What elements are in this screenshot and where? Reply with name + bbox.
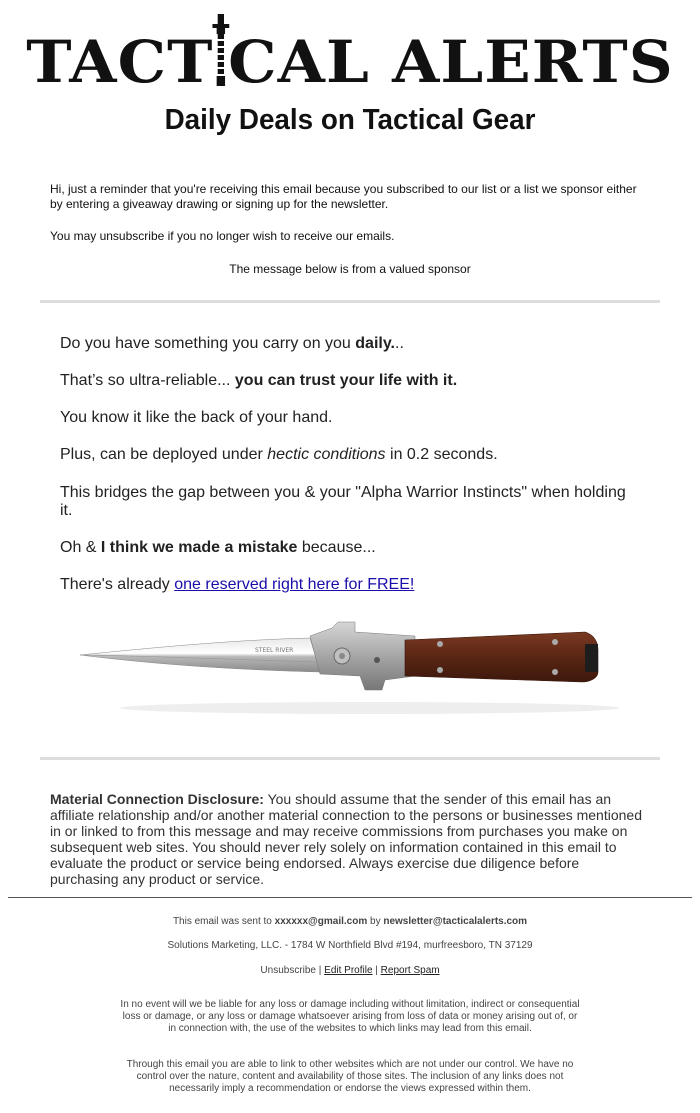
knife-image[interactable] [70,610,630,720]
liability-disclaimer: In no event will we be liable for any loss or damage including without limitation, indirect or consequential loss or damage, or any loss or damage whatsoever arising from loss of data or money arising out of, or in connection with, the use of the websites to which links may lead from this email. [120,999,580,1034]
divider [40,757,660,760]
logo-text-right: CAL ALERTS [228,28,674,96]
report-spam-link[interactable]: Report Spam [380,965,440,976]
unsubscribe-link[interactable]: Unsubscribe [260,965,316,976]
unsubscribe-note: You may unsubscribe if you no longer wish to receive our emails. [50,229,395,243]
body-paragraph-6: Oh & I think we made a mistake because... [60,539,376,556]
free-offer-link[interactable]: one reserved right here for FREE! [174,576,415,593]
mailing-address: Solutions Marketing, LLC. - 1784 W Northfield Blvd #194, murfreesboro, TN 37129 [167,940,533,951]
footer-divider [8,897,692,898]
sent-to-line: This email was sent to xxxxxx@gmail.com by newsletter@tacticalalerts.com [172,916,528,927]
body-paragraph-1: Do you have something you carry on you daily... [60,335,404,352]
sponsor-note: The message below is from a valued sponsor [229,262,471,276]
body-paragraph-5: This bridges the gap between you & your "Alpha Warrior Instincts" when holding it. [60,484,626,519]
edit-profile-link[interactable]: Edit Profile [324,965,373,976]
logo-title [0,28,700,96]
knife-brand-text: STEEL RIVER [255,647,294,654]
logo-text-left: TACT [26,28,214,96]
dagger-icon [213,28,228,88]
material-disclosure [50,791,650,887]
logo-tagline: Daily Deals on Tactical Gear [164,104,536,136]
divider [40,300,660,303]
body-paragraph-3: You know it like the back of your hand. [60,409,333,426]
body-paragraph-7: There's already one reserved right here for FREE! [60,576,415,593]
disclosure-text: You should assume that the sender of this email has an affiliate relationship and/or another material connection to the persons or businesses mentioned in or linked to from this message and may receive commissions from purchases you make on subsequent web sites. You should never rely solely on information contained in this email to evaluate the product or service being endorsed. Always exercise due diligence before purchasing any product or service. [50,791,642,887]
disclosure-label: Material Connection Disclosure: [50,791,264,807]
body-paragraph-2: That’s so ultra-reliable... you can trust your life with it. [60,372,458,389]
body-paragraph-4: Plus, can be deployed under hectic conditions in 0.2 seconds. [60,446,498,463]
sender-email: newsletter@tacticalalerts.com [383,916,528,927]
footer-links: Unsubscribe | Edit Profile | Report Spam [260,965,440,976]
recipient-email: xxxxxx@gmail.com [274,916,368,927]
subscription-reminder: Hi, just a reminder that you're receiving this email because you subscribed to our list or a list we sponsor either by entering a giveaway drawing or signing up for the newsletter. [50,182,637,211]
external-links-disclaimer: Through this email you are able to link to other websites which are not under our control. We have no control over the nature, content and availability of those sites. The inclusion of any links does not necessarily imply a recommendation or endorse the views expressed within them. [126,1059,574,1094]
